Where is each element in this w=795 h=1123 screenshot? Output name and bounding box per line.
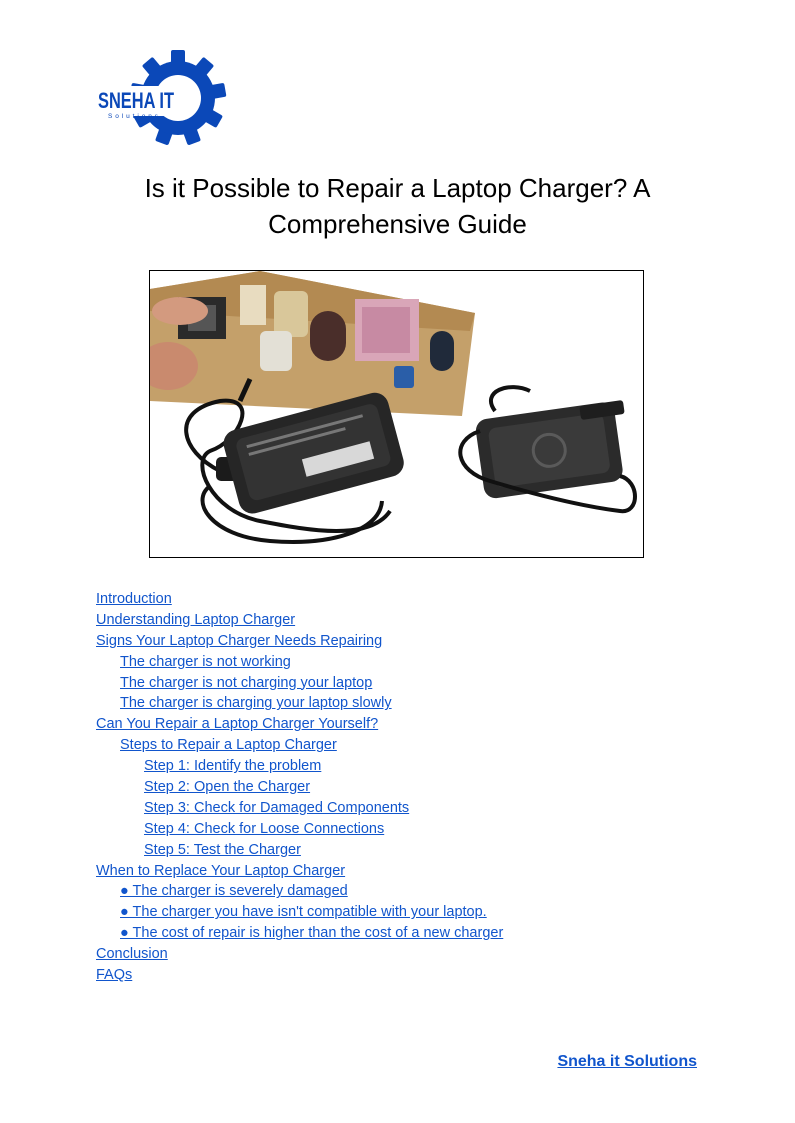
toc-item xyxy=(96,631,503,652)
toc-link[interactable]: When to Replace Your Laptop Charger xyxy=(96,862,346,879)
toc-link[interactable]: The charger is charging your laptop slowly xyxy=(120,695,392,712)
toc-item xyxy=(96,652,503,673)
toc-item xyxy=(96,589,503,610)
toc-item xyxy=(96,735,503,756)
toc-item xyxy=(96,923,503,944)
toc-item xyxy=(96,610,503,631)
table-of-contents xyxy=(96,589,503,986)
toc-item xyxy=(96,693,503,714)
charger-illustration xyxy=(150,271,643,557)
toc-link[interactable]: Step 1: Identify the problem xyxy=(144,758,322,775)
footer-company-link[interactable]: Sneha it Solutions xyxy=(557,1053,697,1070)
toc-item xyxy=(96,944,503,965)
toc-link[interactable]: ● The cost of repair is higher than the cost of a new charger xyxy=(120,925,504,942)
toc-link[interactable]: Step 2: Open the Charger xyxy=(144,779,311,796)
toc-link[interactable]: Conclusion xyxy=(96,946,168,963)
toc-link[interactable]: Steps to Repair a Laptop Charger xyxy=(120,737,337,754)
toc-item xyxy=(96,965,503,986)
page-title: Is it Possible to Repair a Laptop Charger? A Comprehensive Guide xyxy=(144,173,651,239)
toc-link[interactable]: Step 4: Check for Loose Connections xyxy=(144,820,385,837)
logo-sub-text: Solutions xyxy=(108,113,158,120)
toc-link[interactable]: Introduction xyxy=(96,591,172,607)
toc-link[interactable]: Signs Your Laptop Charger Needs Repairing xyxy=(96,632,383,649)
toc-item xyxy=(96,881,503,902)
toc-link[interactable]: The charger is not charging your laptop xyxy=(120,674,373,691)
toc-link[interactable]: Can You Repair a Laptop Charger Yourself? xyxy=(96,716,379,733)
toc-link[interactable]: Step 3: Check for Damaged Components xyxy=(144,799,410,816)
toc-link[interactable]: Step 5: Test the Charger xyxy=(144,841,301,858)
company-logo xyxy=(96,50,228,148)
toc-link[interactable]: The charger is not working xyxy=(120,653,291,670)
toc-link[interactable]: Understanding Laptop Charger xyxy=(96,611,296,628)
toc-link[interactable]: ● The charger is severely damaged xyxy=(120,883,348,900)
logo-brand-text: SNEHA IT xyxy=(98,88,175,113)
toc-item xyxy=(96,673,503,694)
toc-item xyxy=(96,714,503,735)
gear-icon xyxy=(96,50,228,148)
toc-item xyxy=(96,756,503,777)
toc-item xyxy=(96,777,503,798)
toc-item xyxy=(96,819,503,840)
toc-item xyxy=(96,861,503,882)
toc-link[interactable]: ● The charger you have isn't compatible with your laptop. xyxy=(120,904,487,921)
toc-item xyxy=(96,902,503,923)
toc-item xyxy=(96,840,503,861)
toc-link[interactable]: FAQs xyxy=(96,967,133,984)
laptop-charger-photo xyxy=(149,270,644,558)
toc-item xyxy=(96,798,503,819)
